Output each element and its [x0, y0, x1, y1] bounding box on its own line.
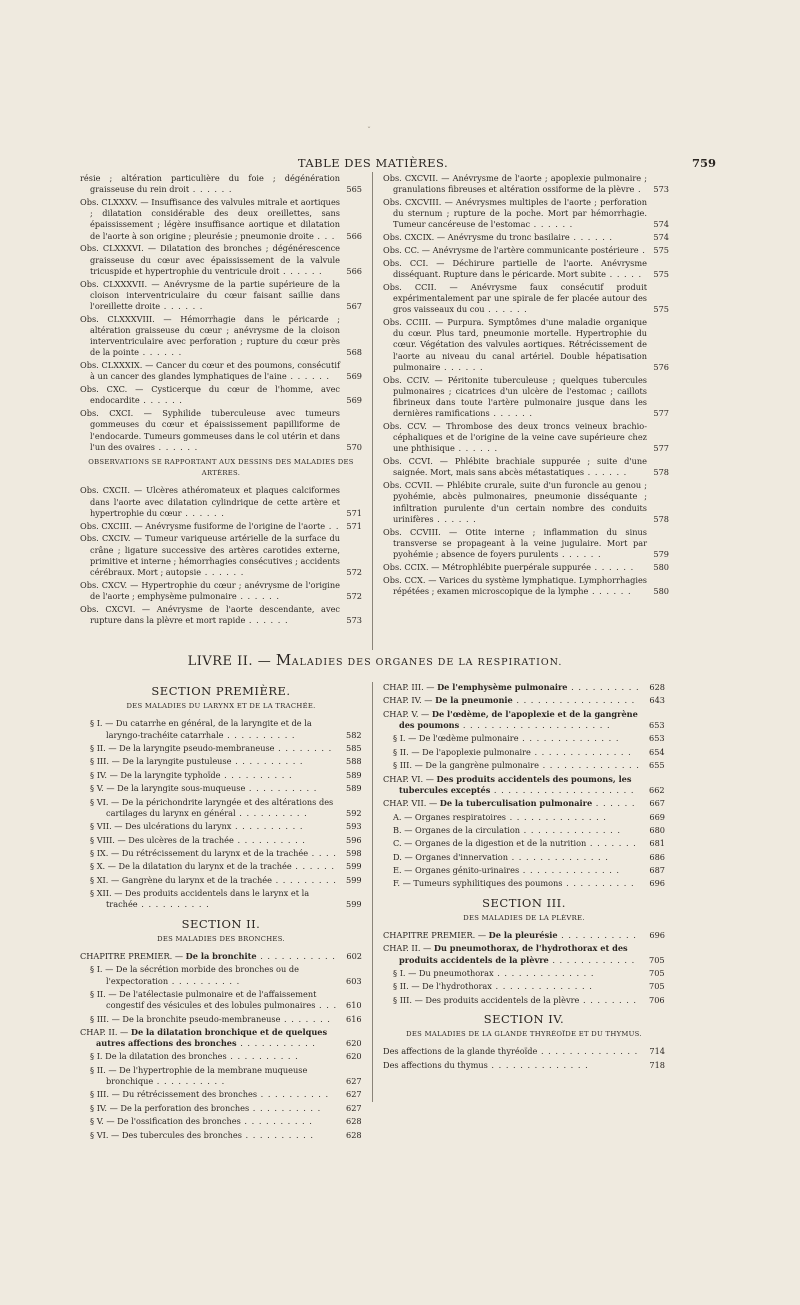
toc-entry: Obs. CLXXXV. — Insuffisance des valvules mitrale et aortiques ; dilatation considérable des deux oreillettes, sans épaississement ; légère insuffisance aortique et dilatation de l'aorte à son origine ; pleurésie ; pneumonie droite . . . 566: [80, 197, 362, 241]
toc-entry-text: Obs. CCII. — Anévrysme faux consécutif produit expérimentalement par une spirale de fer placée autour des gros vaisseaux du cou: [383, 281, 647, 315]
page-number: 759: [691, 156, 716, 170]
section-1-subtitle: DES MALADIES DU LARYNX ET DE LA TRACHÉE.: [126, 702, 316, 711]
toc-paragraph: § VI. — Des tubercules des bronches . . . . . . . . . . 628: [90, 1129, 362, 1140]
toc-paragraph: § II. — De la laryngite pseudo-membraneuse . . . . . . . . 585: [90, 743, 362, 753]
toc-paragraph: § I. — De la sécrétion morbide des bronches ou de l'expectoration . . . . . . . . . . 603: [90, 964, 362, 986]
toc-paragraph-text: § III. — De la bronchite pseudo-membraneuse: [90, 1013, 281, 1024]
chapter-1-bronchite: CHAPITRE PREMIER. — De la bronchite . . . . . . . . . . . 602: [80, 950, 362, 961]
toc-paragraph-page: 714: [649, 1046, 665, 1057]
toc-paragraph-page: 686: [649, 851, 665, 862]
toc-entry: Obs. CCIII. — Purpura. Symptômes d'une maladie organique du cœur. Plus tard, pneumonie mortelle. Hypertrophie du cœur. Végétation des valvules aortiques. Rétrécissement de l'aorte au niveau du canal artériel. Double hépatisation pulmonaire . . . . . . 576: [383, 317, 669, 372]
toc-paragraph-text: § V. — De la laryngite sous-muqueuse: [90, 783, 246, 794]
toc-entry-text: Obs. CCVIII. — Otite interne ; inflammation du sinus transverse se propageant à la veine jugulaire. Mort par pyohémie ; absence de foyers purulents: [383, 526, 647, 560]
livre-title-rest: ALADIES DES ORGANES DE LA RESPIRATION.: [291, 657, 563, 668]
toc-entry: Obs. CCI. — Déchirure partielle de l'aorte. Anévrysme disséquant. Rupture dans le péricarde. Mort subite . . . . . 575: [383, 257, 669, 279]
toc-paragraph-text: § I. — Du catarrhe en général, de la laryngite et de la laryngo-trachéite catarrhale: [90, 718, 312, 740]
toc-entry-page: 577: [653, 408, 669, 419]
toc-entry: Obs. CCIX. — Métrophlébite puerpérale suppurée . . . . . . 580: [383, 561, 669, 572]
toc-entry-text: Obs. CXCI. — Syphilide tuberculeuse avec tumeurs gommeuses du cœur et épaississement papilliforme de l'endocarde. Tumeurs gommeuses dans le col utérin et dans l'un des ovaires: [80, 408, 340, 452]
chapter-4-pneumonie: CHAP. IV. — De la pneumonie . . . . . . . . . . . . . . . . . 643: [383, 695, 665, 706]
toc-paragraph: § II. — De l'hypertrophie de la membrane muqueuse bronchique . . . . . . . . . . 627: [90, 1064, 362, 1087]
toc-entry-text: résie ; altération particulière du foie ; dégénération graisseuse du rein droit: [80, 173, 340, 195]
toc-paragraph: § IV. — De la laryngite typhoïde . . . . . . . . . . 589: [90, 769, 362, 780]
toc-entry-text: Obs. CCIV. — Péritonite tuberculeuse ; quelques tubercules pulmonaires ; cicatrices d'un ulcère de l'estomac ; caillots fibrineux dans toute l'artère pulmonaire jusque dans les dernières ramifications: [383, 374, 647, 419]
toc-entry: Obs. CCVIII. — Otite interne ; inflammation du sinus transverse se propageant à la veine jugulaire. Mort par pyohémie ; absence de foyers purulents . . . . . . 579: [383, 526, 669, 560]
toc-entry-text: Obs. CXCIX. — Anévrysme du tronc basilaire: [383, 232, 570, 243]
toc-entry-text: Obs. CXCVII. — Anévrysme de l'aorte ; apoplexie pulmonaire ; granulations fibreuses et altération ossiforme de la plèvre: [383, 173, 647, 195]
toc-paragraph-text: § II. — De l'hydrothorax: [393, 981, 492, 992]
toc-entry-text: Obs. CLXXXVIII. — Hémorrhagie dans le péricarde ; altération graisseuse du cœur ; anévrysme de la cloison interventriculaire avec perforation ; rupture du cœur près de la pointe: [80, 313, 340, 358]
toc-paragraph-page: 680: [649, 824, 665, 835]
toc-paragraph-text: A. — Organes respiratoires: [393, 811, 506, 822]
toc-paragraph: F. — Tumeurs syphilitiques des poumons . . . . . . . . . . 696: [393, 878, 665, 889]
toc-paragraph-text: F. — Tumeurs syphilitiques des poumons: [393, 878, 563, 889]
toc-column-top-left: [80, 173, 362, 628]
section-2-subtitle: DES MALADIES DES BRONCHES.: [157, 934, 285, 943]
toc-paragraph: § I. — Du catarrhe en général, de la laryngite et de la laryngo-trachéite catarrhale . . . . . . . . . . 582: [90, 718, 362, 740]
toc-entry: Obs. CCV. — Thrombose des deux troncs veineux brachio-céphaliques et de l'origine de la veine cave supérieure chez une phthisique . . . . . . 577: [383, 421, 669, 454]
toc-paragraph: § XII. — Des produits accidentels dans le larynx et la trachée . . . . . . . . . . 599: [90, 888, 362, 910]
toc-paragraph-text: § I. — De l'œdème pulmonaire: [393, 733, 519, 744]
toc-entry: Obs. CXCII. — Ulcères athéromateux et plaques calciformes dans l'aorte avec dilatation cylindrique de cette artère et hypertrophie du cœur . . . . . . 571: [80, 485, 362, 518]
toc-paragraph: § VIII. — Des ulcères de la trachée . . . . . . . . . . 596: [90, 834, 362, 845]
toc-entry-page: 573: [653, 184, 669, 195]
toc-entry-text: Obs. CCX. — Varices du système lymphatique. Lymphorrhagies répétées ; examen microscopique de la lymphe: [383, 574, 647, 596]
toc-paragraph: § XI. — Gangrène du larynx et de la trachée . . . . . . . . . 599: [90, 874, 362, 885]
toc-paragraph: § VI. — De la périchondrite laryngée et des altérations des cartilages du larynx en général . . . . . . . . . . 592: [90, 796, 362, 818]
livre-title-initial: M: [275, 651, 292, 669]
toc-paragraph: § I. — De l'œdème pulmonaire . . . . . . . . . . . . . . 653: [393, 733, 665, 744]
toc-entry-text: Obs. CXC. — Cysticerque du cœur de l'homme, avec endocardite: [80, 384, 340, 406]
toc-entry: résie ; altération particulière du foie ; dégénération graisseuse du rein droit . . . . . . 565: [80, 173, 362, 195]
section-4-subtitle: DES MALADIES DE LA GLANDE THYRÉOÏDE ET DU THYMUS.: [406, 1030, 642, 1039]
stray-mark: ˇ: [367, 126, 371, 135]
toc-paragraph-text: § III. — Des produits accidentels de la plèvre: [393, 994, 580, 1005]
toc-entry-page: 572: [346, 591, 362, 602]
toc-paragraph-text: § VI. — Des tubercules des bronches: [90, 1129, 242, 1140]
toc-entry: Obs. CXCVI. — Anévrysme de l'aorte descendante, avec rupture dans la plèvre et mort rapide . . . . . . 573: [80, 603, 362, 626]
toc-paragraph-text: § II. — De l'apoplexie pulmonaire: [393, 746, 531, 757]
toc-entry: Obs. CXCIII. — Anévrysme fusiforme de l'origine de l'aorte . . 571: [80, 520, 362, 531]
toc-paragraph: § III. — De la laryngite pustuleuse . . . . . . . . . . 588: [90, 756, 362, 767]
toc-entry: Obs. CCII. — Anévrysme faux consécutif produit expérimentalement par une spirale de fer placée autour des gros vaisseaux du cou . . . . . . 575: [383, 281, 669, 315]
toc-paragraph-text: B. — Organes de la circulation: [393, 824, 521, 835]
toc-paragraph-page: 687: [649, 865, 665, 876]
toc-paragraph: § V. — De l'ossification des bronches . . . . . . . . . . 628: [90, 1116, 362, 1127]
toc-paragraph-text: § II. — De l'atélectasie pulmonaire et de l'affaissement congestif des vésicules et des lobules pulmonaires: [90, 988, 317, 1011]
toc-entry-text: Obs. CCVII. — Phlébite crurale, suite d'un furoncle au genou ; pyohémie, abcès pulmonaires, pneumonie disséquante ; infiltration purulente d'un certain nombre des conduits urinifères: [383, 480, 647, 524]
toc-entry-page: 566: [346, 265, 362, 276]
toc-paragraph: § III. — De la bronchite pseudo-membraneuse . . . . . . . 616: [90, 1013, 362, 1024]
toc-entry-text: Obs. CXCV. — Hypertrophie du cœur ; anévrysme de l'origine de l'aorte ; emphysème pulmonaire: [80, 579, 340, 602]
toc-paragraph-text: § VI. — De la périchondrite laryngée et des altérations des cartilages du larynx en général: [90, 796, 334, 818]
toc-paragraph-text: E. — Organes génito-urinaires: [393, 865, 520, 876]
toc-paragraph: § III. — Du rétrécissement des bronches . . . . . . . . . . 627: [90, 1089, 362, 1100]
chapter-3-emphyseme: CHAP. III. — De l'emphysème pulmonaire . . . . . . . . . . 628: [383, 682, 665, 692]
toc-entry-text: Obs. CCIII. — Purpura. Symptômes d'une maladie organique du cœur. Plus tard, pneumonie mortelle. Hypertrophie du cœur. Végétation des valvules aortiques. Rétrécissement de l'aorte au niveau du canal artériel. Double hépatisation pulmonaire: [383, 317, 647, 372]
toc-paragraph-text: § I. De la dilatation des bronches: [90, 1051, 227, 1062]
toc-paragraph-text: § X. — De la dilatation du larynx et de la trachée: [90, 861, 292, 872]
toc-paragraph-text: C. — Organes de la digestion et de la nutrition: [393, 838, 587, 849]
toc-entry-page: 575: [653, 245, 669, 255]
toc-entry-page: 574: [653, 232, 669, 243]
toc-paragraph-text: § V. — De l'ossification des bronches: [90, 1116, 241, 1127]
section-3-subtitle: DES MALADIES DE LA PLÈVRE.: [463, 913, 585, 922]
toc-paragraph: § III. — De la gangrène pulmonaire . . . . . . . . . . . . . . 655: [393, 760, 665, 771]
toc-entry-text: Obs. CXCVI. — Anévrysme de l'aorte descendante, avec rupture dans la plèvre et mort rapide: [80, 603, 340, 626]
toc-entry-text: Obs. CXCIV. — Tumeur variqueuse artérielle de la surface du crâne ; ligature successive des artères carotides externe, primitive et interne ; hémorrhagies consécutives ; accidents cérébraux. Mort ; autopsie: [80, 533, 340, 578]
toc-entry: Obs. CXCIV. — Tumeur variqueuse artérielle de la surface du crâne ; ligature successive des artères carotides externe, primitive et interne ; hémorrhagies consécutives ; accidents cérébraux. Mort ; autopsie . . . . . . 572: [80, 533, 362, 578]
toc-entry-page: 569: [346, 371, 362, 382]
toc-entry-text: Obs. CXCIII. — Anévrysme fusiforme de l'origine de l'aorte: [80, 520, 326, 531]
toc-column-bottom-right: [383, 682, 665, 1073]
toc-entry-page: 569: [346, 395, 362, 406]
toc-entry-page: 571: [346, 520, 362, 531]
toc-paragraph-text: § VII. — Des ulcérations du larynx: [90, 821, 232, 832]
toc-paragraph-page: 696: [649, 878, 665, 889]
toc-entry-page: 579: [653, 549, 669, 560]
toc-entry-page: 575: [653, 304, 669, 315]
toc-entry: Obs. CXCV. — Hypertrophie du cœur ; anévrysme de l'origine de l'aorte ; emphysème pulmonaire . . . . . . 572: [80, 579, 362, 602]
toc-paragraph: B. — Organes de la circulation . . . . . . . . . . . . . . 680: [393, 824, 665, 835]
toc-paragraph-text: Des affections du thymus: [383, 1059, 488, 1070]
toc-entry: Obs. CC. — Anévrysme de l'artère communicante postérieure . 575: [383, 245, 669, 255]
toc-entry: Obs. CCX. — Varices du système lymphatique. Lymphorrhagies répétées ; examen microscopique de la lymphe . . . . . . 580: [383, 574, 669, 596]
toc-entry: Obs. CLXXXVI. — Dilatation des bronches ; dégénérescence graisseuse du cœur avec épaississement de la valvule tricuspide et hypertrophie du ventricule droit . . . . . . 566: [80, 243, 362, 276]
toc-paragraph: A. — Organes respiratoires . . . . . . . . . . . . . . 669: [393, 811, 665, 822]
toc-paragraph-page: 718: [649, 1059, 665, 1070]
chapter-7-tuberculisation: CHAP. VII. — De la tuberculisation pulmonaire . . . . . . 667: [383, 798, 665, 809]
livre-heading: [80, 651, 670, 669]
toc-entry-page: 565: [346, 184, 362, 195]
toc-entry-text: Obs. CCVI. — Phlébite brachiale suppurée ; suite d'une saignée. Mort, mais sans abcès métastatiques: [383, 456, 647, 478]
toc-entry-text: Obs. CLXXXIX. — Cancer du cœur et des poumons, consécutif à un cancer des glandes lymphatiques de l'aine: [80, 360, 340, 382]
toc-paragraph: D. — Organes d'innervation . . . . . . . . . . . . . . 686: [393, 851, 665, 862]
toc-paragraph-text: § I. — De la sécrétion morbide des bronches ou de l'expectoration: [90, 964, 299, 986]
toc-entry: Obs. CLXXXVIII. — Hémorrhagie dans le péricarde ; altération graisseuse du cœur ; anévrysme de la cloison interventriculaire avec perforation ; rupture du cœur près de la pointe . . . . . . 568: [80, 313, 362, 358]
toc-paragraph-text: § IX. — Du rétrécissement du larynx et de la trachée: [90, 847, 309, 858]
toc-paragraph-text: § II. — De la laryngite pseudo-membraneuse: [90, 743, 275, 753]
toc-paragraph: § V. — De la laryngite sous-muqueuse . . . . . . . . . . 589: [90, 783, 362, 794]
toc-entry-text: Obs. CXCVIII. — Anévrysmes multiples de l'aorte ; perforation du sternum ; rupture de la poche. Mort par hémorrhagie. Tumeur cancéreuse de l'estomac: [383, 197, 647, 230]
toc-entry-text: Obs. CXCII. — Ulcères athéromateux et plaques calciformes dans l'aorte avec dilatation cylindrique de cette artère et hypertrophie du cœur: [80, 485, 340, 518]
toc-entry-page: 577: [653, 443, 669, 454]
toc-paragraph: § IX. — Du rétrécissement du larynx et de la trachée . . . . 598: [90, 847, 362, 858]
toc-paragraph: § III. — Des produits accidentels de la plèvre . . . . . . . . 706: [393, 994, 665, 1005]
toc-entry-text: Obs. CLXXXVI. — Dilatation des bronches ; dégénérescence graisseuse du cœur avec épaississement de la valvule tricuspide et hypertrophie du ventricule droit: [80, 243, 340, 276]
toc-entry: Obs. CCVI. — Phlébite brachiale suppurée ; suite d'une saignée. Mort, mais sans abcès métastatiques . . . . . . 578: [383, 456, 669, 478]
toc-paragraph: E. — Organes génito-urinaires . . . . . . . . . . . . . . 687: [393, 865, 665, 876]
toc-entry-page: 570: [346, 441, 362, 452]
toc-entry-page: 578: [653, 513, 669, 524]
section-1-title: SECTION PREMIÈRE.: [151, 684, 291, 698]
column-divider-top: [372, 172, 373, 650]
toc-paragraph-page: 681: [649, 838, 665, 849]
toc-paragraph-text: D. — Organes d'innervation: [393, 851, 508, 862]
toc-paragraph: § VII. — Des ulcérations du larynx . . . . . . . . . . 593: [90, 821, 362, 832]
toc-entry-page: 580: [653, 561, 669, 572]
toc-paragraph-text: § III. — De la laryngite pustuleuse: [90, 756, 232, 767]
toc-column-bottom-left: [80, 682, 362, 1143]
toc-entry-page: 572: [346, 567, 362, 578]
toc-entry: Obs. CCIV. — Péritonite tuberculeuse ; quelques tubercules pulmonaires ; cicatrices d'un ulcère de l'estomac ; caillots fibrineux dans toute l'artère pulmonaire jusque dans les dernières ramifications . . . . . . 577: [383, 374, 669, 419]
toc-paragraph-text: Des affections de la glande thyréoïde: [383, 1046, 538, 1057]
toc-paragraph: § I. — Du pneumothorax . . . . . . . . . . . . . . 705: [393, 968, 665, 979]
toc-paragraph-text: § XII. — Des produits accidentels dans le larynx et la trachée: [90, 888, 310, 910]
toc-entry-page: 580: [653, 585, 669, 596]
chapter-2-pneumothorax: CHAP. II. — Du pneumothorax, de l'hydrothorax et des produits accidentels de la plèvre . . . . . . . . . . . . 705: [383, 943, 665, 965]
toc-entry-page: 567: [346, 301, 362, 312]
toc-paragraph: § X. — De la dilatation du larynx et de la trachée . . . . . . 599: [90, 861, 362, 872]
chapter-1-pleuresie: CHAPITRE PREMIER. — De la pleurésie . . . . . . . . . . . 696: [383, 930, 665, 941]
chapter-2-dilatation: CHAP. II. — De la dilatation bronchique et de quelques autres affections des bronches . . . . . . . . . . . 620: [80, 1026, 362, 1049]
section-2-title: SECTION II.: [181, 916, 261, 931]
toc-paragraph-text: § IV. — De la perforation des bronches: [90, 1102, 250, 1113]
toc-entry-page: 576: [653, 361, 669, 372]
toc-paragraph: § I. De la dilatation des bronches . . . . . . . . . . 620: [90, 1051, 362, 1062]
toc-paragraph-text: § III. — Du rétrécissement des bronches: [90, 1089, 258, 1100]
livre-number: LIVRE II. —: [187, 654, 276, 669]
toc-paragraph: § II. — De l'apoplexie pulmonaire . . . . . . . . . . . . . . 654: [393, 746, 665, 757]
toc-paragraph-page: 669: [649, 811, 665, 822]
chapter-6-produits: CHAP. VI. — Des produits accidentels des poumons, les tubercules exceptés . . . . . . . . . . . . . . . . . . . . 662: [383, 773, 665, 795]
toc-paragraph-text: § XI. — Gangrène du larynx et de la trachée: [90, 874, 272, 885]
toc-entry-text: Obs. CCIX. — Métrophlébite puerpérale suppurée: [383, 561, 591, 572]
toc-entry: Obs. CXCVII. — Anévrysme de l'aorte ; apoplexie pulmonaire ; granulations fibreuses et altération ossiforme de la plèvre . 573: [383, 173, 669, 195]
toc-paragraph: § II. — De l'atélectasie pulmonaire et de l'affaissement congestif des vésicules et des lobules pulmonaires . . . 610: [90, 988, 362, 1011]
toc-entry-page: 575: [653, 269, 669, 279]
toc-entry: Obs. CXCI. — Syphilide tuberculeuse avec tumeurs gommeuses du cœur et épaississement papilliforme de l'endocarde. Tumeurs gommeuses dans le col utérin et dans l'un des ovaires . . . . . . 570: [80, 408, 362, 452]
toc-paragraph: C. — Organes de la digestion et de la nutrition . . . . . . . 681: [393, 838, 665, 849]
observations-heading: OBSERVATIONS SE RAPPORTANT AUX DESSINS DES MALADIES DES ARTÈRES.: [88, 458, 354, 478]
toc-paragraph-text: § II. — De l'hypertrophie de la membrane muqueuse bronchique: [90, 1064, 308, 1087]
toc-entry: Obs. CLXXXIX. — Cancer du cœur et des poumons, consécutif à un cancer des glandes lymphatiques de l'aine . . . . . . 569: [80, 360, 362, 382]
toc-entry-text: Obs. CLXXXVII. — Anévrysme de la partie supérieure de la cloison interventriculaire du cœur faisant saillie dans l'oreillette droite: [80, 278, 340, 312]
toc-paragraph: § II. — De l'hydrothorax . . . . . . . . . . . . . . 705: [393, 981, 665, 992]
section-3-title: SECTION III.: [482, 895, 566, 910]
toc-entry-page: 571: [346, 507, 362, 518]
toc-entry-text: Obs. CCV. — Thrombose des deux troncs veineux brachio-céphaliques et de l'origine de la veine cave supérieure chez une phthisique: [383, 421, 647, 454]
toc-entry: Obs. CXC. — Cysticerque du cœur de l'homme, avec endocardite . . . . . . 569: [80, 384, 362, 406]
toc-column-top-right: [383, 173, 669, 599]
toc-entry: Obs. CXCVIII. — Anévrysmes multiples de l'aorte ; perforation du sternum ; rupture de la poche. Mort par hémorrhagie. Tumeur cancéreuse de l'estomac . . . . . . 574: [383, 197, 669, 230]
toc-entry: Obs. CCVII. — Phlébite crurale, suite d'un furoncle au genou ; pyohémie, abcès pulmonaires, pneumonie disséquante ; infiltration purulente d'un certain nombre des conduits urinifères . . . . . . 578: [383, 480, 669, 524]
column-divider-bottom: [372, 682, 373, 1102]
toc-entry-text: Obs. CCI. — Déchirure partielle de l'aorte. Anévrysme disséquant. Rupture dans le péricarde. Mort subite: [383, 257, 647, 279]
toc-paragraph-text: § IV. — De la laryngite typhoïde: [90, 769, 221, 780]
toc-entry-page: 568: [346, 347, 362, 358]
toc-entry-page: 566: [346, 230, 362, 241]
toc-paragraph: § IV. — De la perforation des bronches . . . . . . . . . . 627: [90, 1102, 362, 1113]
toc-paragraph: Des affections du thymus . . . . . . . . . . . . . . 718: [383, 1059, 665, 1070]
chapter-5-oedeme: CHAP. V. — De l'œdème, de l'apoplexie et de la gangrène des poumons . . . . . . . . . . . . . . . . . . . . . 653: [383, 708, 665, 730]
toc-entry-page: 573: [346, 615, 362, 626]
toc-paragraph: Des affections de la glande thyréoïde . . . . . . . . . . . . . . 714: [383, 1046, 665, 1057]
toc-entry-text: Obs. CC. — Anévrysme de l'artère communicante postérieure: [383, 245, 639, 255]
toc-entry-page: 574: [653, 219, 669, 230]
toc-entry: Obs. CXCIX. — Anévrysme du tronc basilaire . . . . . . 574: [383, 232, 669, 243]
toc-paragraph-text: § III. — De la gangrène pulmonaire: [393, 760, 539, 771]
toc-paragraph-text: § I. — Du pneumothorax: [393, 968, 494, 979]
toc-entry-page: 578: [653, 467, 669, 478]
section-4-title: SECTION IV.: [483, 1012, 565, 1027]
toc-paragraph-text: § VIII. — Des ulcères de la trachée: [90, 834, 234, 845]
page-header: TABLE DES MATIÈRES.: [297, 156, 449, 170]
toc-entry: Obs. CLXXXVII. — Anévrysme de la partie supérieure de la cloison interventriculaire du cœur faisant saillie dans l'oreillette droite . . . . . . 567: [80, 278, 362, 312]
toc-entry-text: Obs. CLXXXV. — Insuffisance des valvules mitrale et aortiques ; dilatation considérable des deux oreillettes, sans épaississement ; légère insuffisance aortique et dilatation de l'aorte à son origine ; pleurésie ; pneumonie droite: [80, 197, 340, 241]
